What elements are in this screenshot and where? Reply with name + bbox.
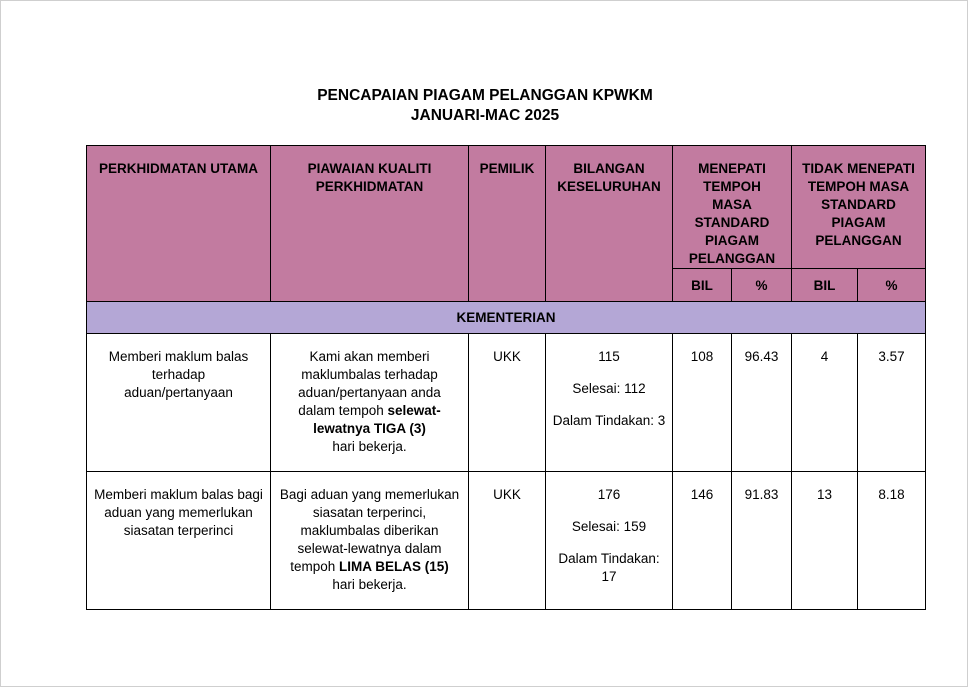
charter-achievement-table bbox=[86, 145, 926, 610]
header-menepati: MENEPATI TEMPOH MASA STANDARD PIAGAM PELANGGAN bbox=[673, 146, 792, 269]
cell-bilangan bbox=[546, 472, 673, 610]
report-period: JANUARI-MAC 2025 bbox=[410, 107, 560, 124]
cell-bilangan bbox=[546, 334, 673, 472]
section-kementerian: KEMENTERIAN bbox=[87, 302, 926, 334]
cell-piawaian bbox=[271, 472, 469, 610]
table-row bbox=[87, 472, 926, 610]
cell-pemilik: UKK bbox=[469, 334, 546, 472]
table-row bbox=[87, 334, 926, 472]
header-piawaian: PIAWAIAN KUALITI PERKHIDMATAN bbox=[271, 146, 469, 302]
bilangan-dalam-tindakan: Dalam Tindakan: 17 bbox=[558, 551, 660, 584]
header-menepati-bil: BIL bbox=[673, 269, 732, 302]
cell-perkhidmatan: Memberi maklum balas bagi aduan yang memerlukan siasatan terperinci bbox=[87, 472, 271, 610]
header-tidak-bil: BIL bbox=[792, 269, 858, 302]
piawaian-text: Bagi aduan yang memerlukan siasatan terperinci, maklumbalas diberikan selewat-lewatnya dalam tempoh bbox=[279, 487, 460, 574]
header-perkhidmatan: PERKHIDMATAN UTAMA bbox=[87, 146, 271, 302]
bilangan-dalam-tindakan: Dalam Tindakan: 3 bbox=[552, 413, 666, 428]
bilangan-jumlah: 115 bbox=[598, 349, 620, 364]
piawaian-deadline: selewat-lewatnya TIGA (3) bbox=[313, 403, 441, 436]
bilangan-selesai: Selesai: 159 bbox=[571, 519, 647, 534]
cell-tidak-pct: 8.18 bbox=[858, 472, 926, 610]
header-tidak-menepati: TIDAK MENEPATI TEMPOH MASA STANDARD PIAGAM PELANGGAN bbox=[792, 146, 926, 269]
cell-pemilik: UKK bbox=[469, 472, 546, 610]
piawaian-text: Kami akan memberi maklumbalas terhadap aduan/pertanyaan anda dalam tempoh bbox=[298, 349, 441, 418]
cell-perkhidmatan: Memberi maklum balas terhadap aduan/pertanyaan bbox=[87, 334, 271, 472]
cell-menepati-bil: 146 bbox=[673, 472, 732, 610]
report-title: PENCAPAIAN PIAGAM PELANGGAN KPWKM bbox=[317, 87, 653, 104]
piawaian-suffix: hari bekerja. bbox=[332, 439, 407, 454]
cell-menepati-bil: 108 bbox=[673, 334, 732, 472]
bilangan-jumlah: 176 bbox=[597, 487, 621, 502]
cell-tidak-pct: 3.57 bbox=[858, 334, 926, 472]
bilangan-selesai: Selesai: 112 bbox=[572, 381, 646, 396]
piawaian-suffix: hari bekerja. bbox=[332, 577, 407, 592]
cell-tidak-bil: 13 bbox=[792, 472, 858, 610]
header-bilangan: BILANGAN KESELURUHAN bbox=[546, 146, 673, 302]
header-pemilik: PEMILIK bbox=[469, 146, 546, 302]
header-menepati-pct: % bbox=[732, 269, 792, 302]
cell-menepati-pct: 91.83 bbox=[732, 472, 792, 610]
header-tidak-pct: % bbox=[858, 269, 926, 302]
piawaian-deadline: LIMA BELAS (15) bbox=[339, 559, 449, 574]
cell-piawaian bbox=[271, 334, 469, 472]
cell-tidak-bil: 4 bbox=[792, 334, 858, 472]
cell-menepati-pct: 96.43 bbox=[732, 334, 792, 472]
